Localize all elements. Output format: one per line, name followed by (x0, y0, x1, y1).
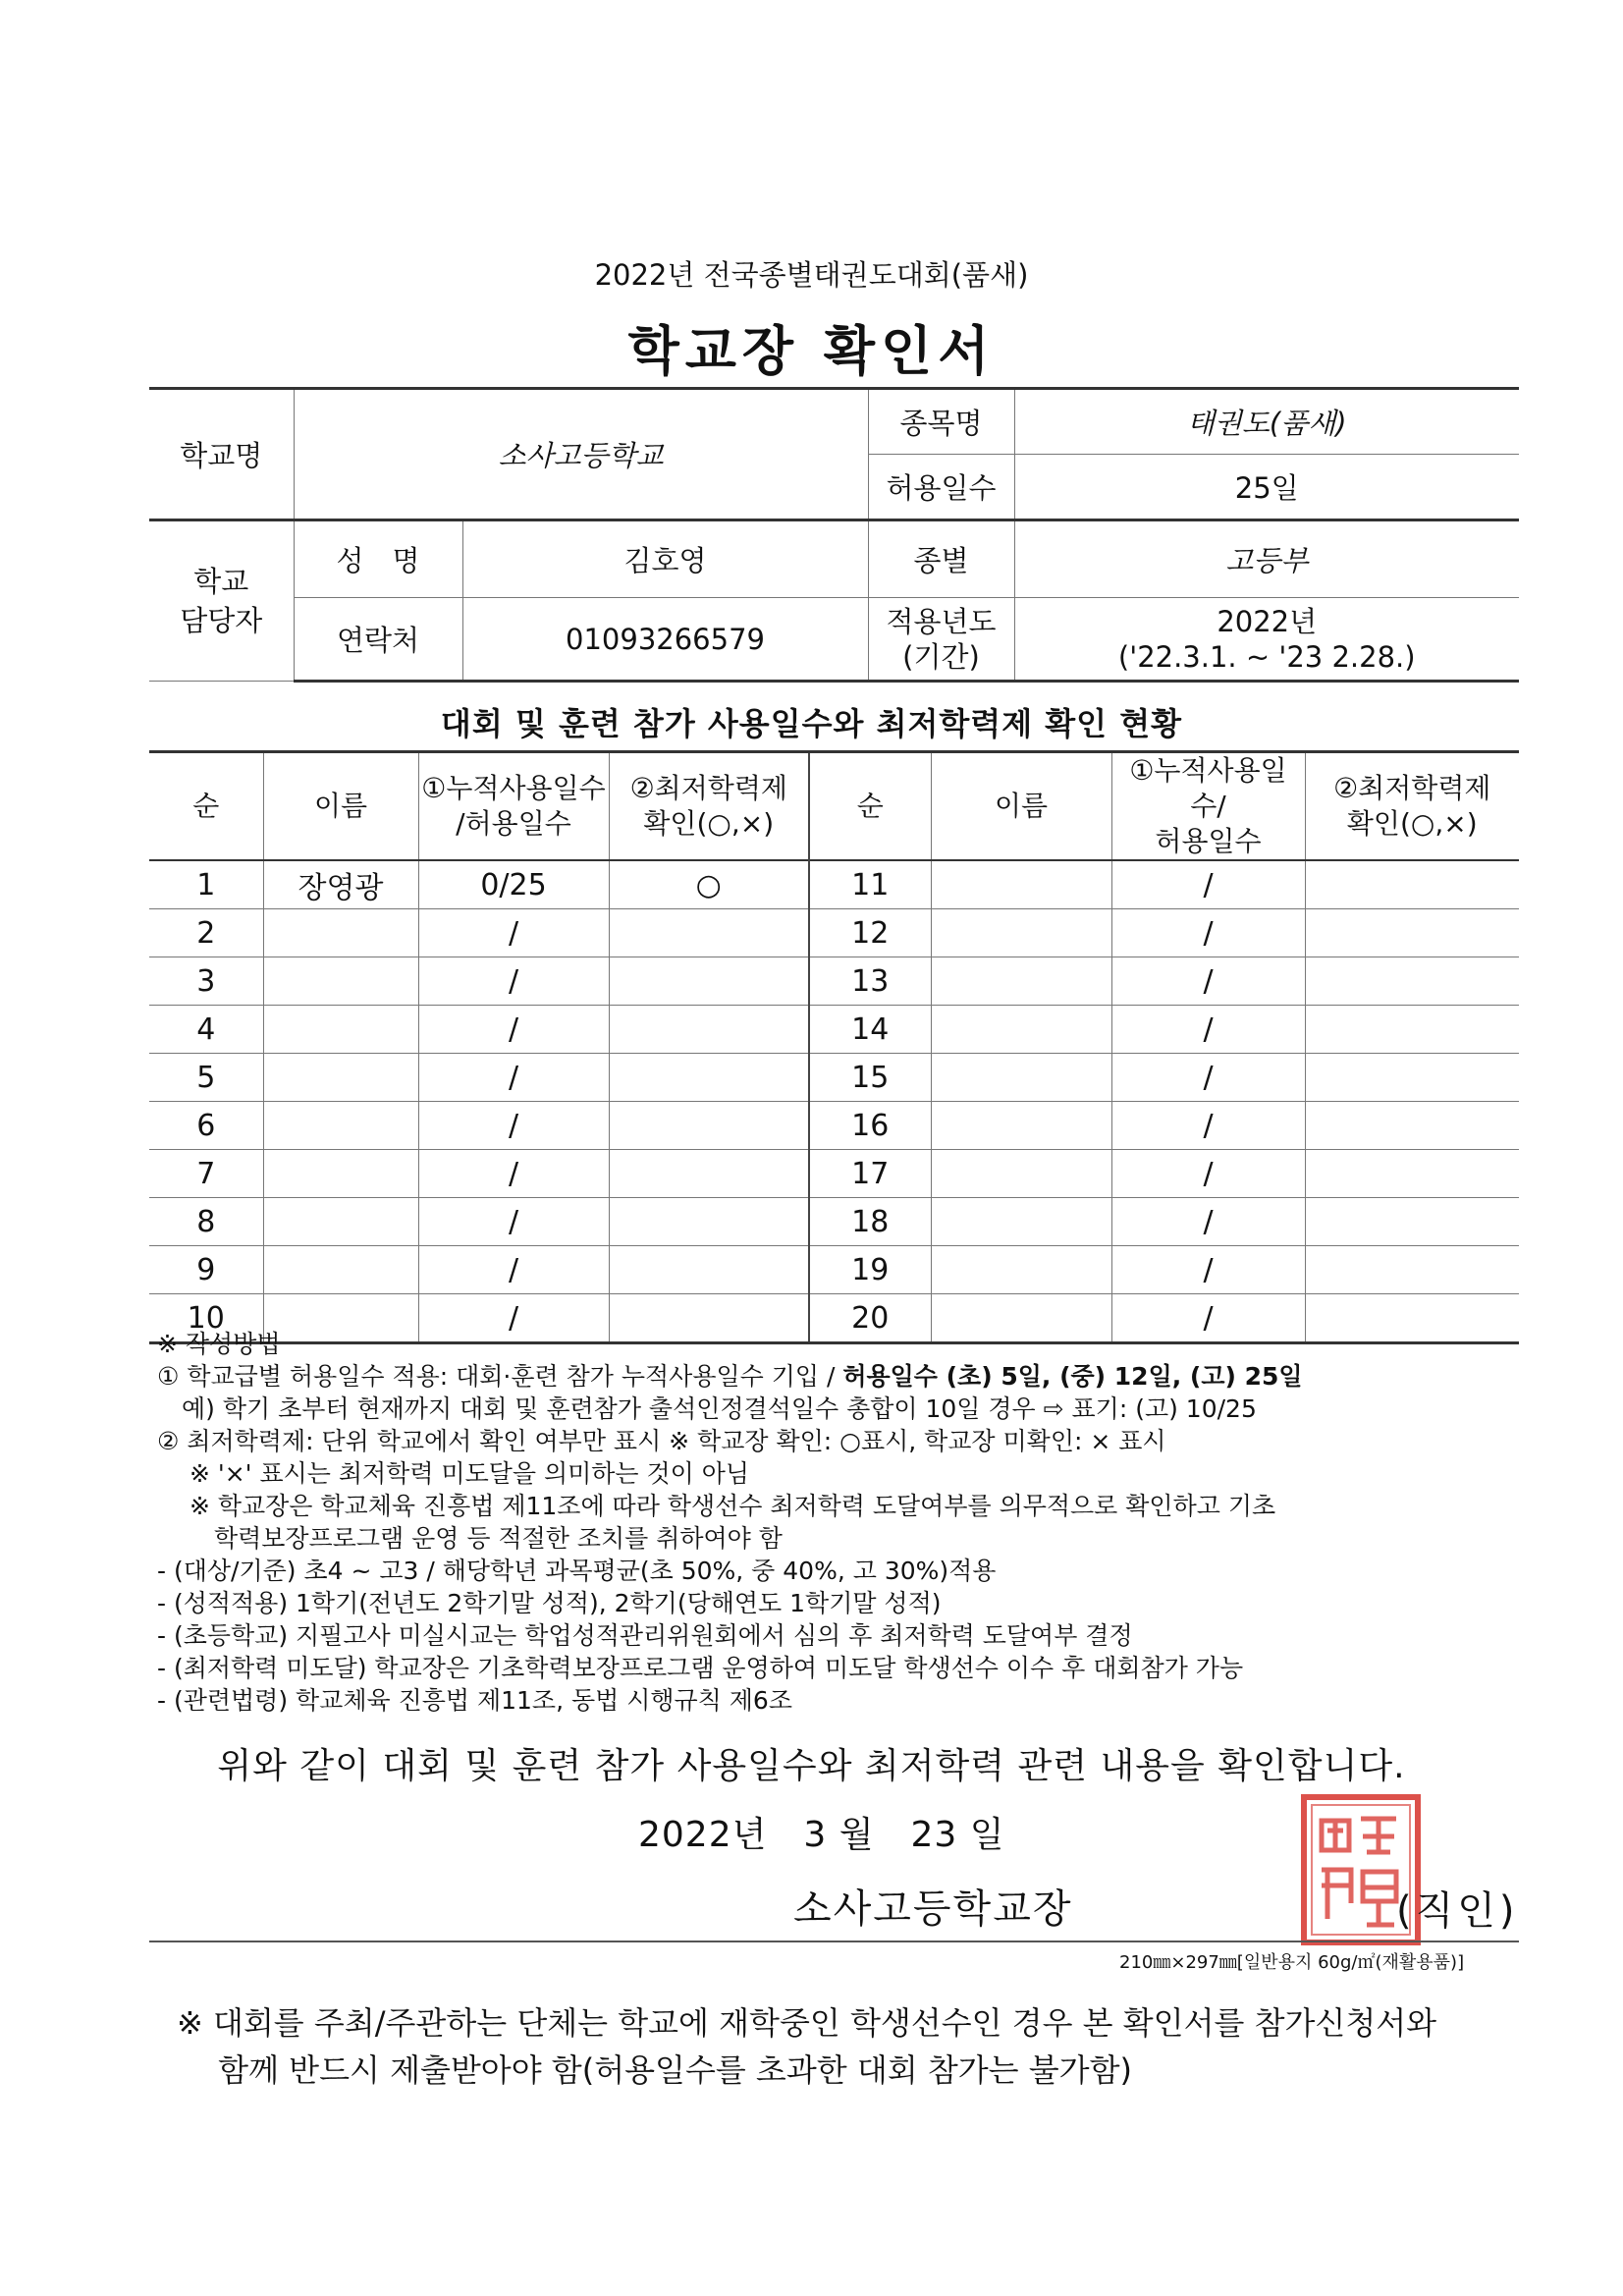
table-row (149, 860, 1519, 909)
row-name (263, 1198, 418, 1246)
header-name: 이름 (263, 752, 418, 861)
row-no-2: 12 (809, 909, 931, 957)
contact-label: 연락처 (294, 598, 462, 682)
row-no: 4 (149, 1006, 263, 1054)
name-label: 성 명 (294, 520, 462, 598)
paper-spec: 210㎜×297㎜[일반용지 60g/㎡(재활용품)] (1119, 1952, 1465, 1973)
header-check: ②최저학력제 확인(○,×) (609, 752, 809, 861)
header-days-2: ①누적사용일수/ 허용일수 (1111, 752, 1305, 861)
row-name (263, 1054, 418, 1102)
header-name-2: 이름 (931, 752, 1111, 861)
row-name-2 (931, 1054, 1111, 1102)
note-3: ※ '×' 표시는 최저학력 미도달을 의미하는 것이 아님 (157, 1459, 750, 1488)
row-days-2: / (1111, 1006, 1305, 1054)
row-check-2 (1305, 1054, 1519, 1102)
row-check (609, 1102, 809, 1150)
row-days-2: / (1111, 957, 1305, 1006)
divider (149, 1941, 1519, 1942)
year-label: 적용년도 (기간) (868, 598, 1014, 682)
row-no-2: 13 (809, 957, 931, 1006)
row-name-2 (931, 1102, 1111, 1150)
footer-line-2: 함께 반드시 제출받아야 함(허용일수를 초과한 대회 참가는 불가함) (177, 2051, 1132, 2089)
header-no: 순 (149, 752, 263, 861)
note-2: ② 최저학력제: 단위 학교에서 확인 여부만 표시 ※ 학교장 확인: ○표시, 학교장 미확인: × 표시 (157, 1427, 1166, 1455)
row-no: 3 (149, 957, 263, 1006)
row-check (609, 1054, 809, 1102)
seal-label: (직인) (1396, 1888, 1519, 1934)
note-5: 학력보장프로그램 운영 등 적절한 조치를 취하여야 함 (157, 1524, 783, 1553)
row-name: 장영광 (263, 860, 418, 909)
year-cell (1014, 598, 1519, 682)
row-days-2: / (1111, 1102, 1305, 1150)
row-no: 2 (149, 909, 263, 957)
row-days: / (418, 1006, 609, 1054)
document-subtitle: 2022년 전국종별태권도대회(품새) (594, 258, 1029, 292)
note-8: - (초등학교) 지필고사 미실시교는 학업성적관리위원회에서 심의 후 최저학력 도달여부 결정 (157, 1621, 1133, 1650)
table-row (149, 1102, 1519, 1150)
row-check-2 (1305, 860, 1519, 909)
manager-label: 학교 담당자 (149, 520, 294, 682)
row-name (263, 1102, 418, 1150)
row-name-2 (931, 957, 1111, 1006)
row-check (609, 1246, 809, 1294)
row-no-2: 19 (809, 1246, 931, 1294)
principal-name: 소사고등학교장 (793, 1886, 1073, 1932)
row-name (263, 957, 418, 1006)
note-4: ※ 학교장은 학교체육 진흥법 제11조에 따라 학생선수 최저학력 도달여부를 의무적으로 확인하고 기초 (157, 1492, 1276, 1520)
division-label: 종별 (868, 520, 1014, 598)
row-check-2 (1305, 1006, 1519, 1054)
row-days-2: / (1111, 909, 1305, 957)
section-title: 대회 및 훈련 참가 사용일수와 최저학력제 확인 현황 (440, 705, 1183, 742)
row-check-2 (1305, 909, 1519, 957)
table-row (149, 1006, 1519, 1054)
row-check (609, 1006, 809, 1054)
row-no-2: 20 (809, 1294, 931, 1343)
row-days: / (418, 1198, 609, 1246)
school-value: 소사고등학교 (294, 389, 868, 520)
row-check (609, 957, 809, 1006)
row-days: / (418, 1294, 609, 1343)
row-name-2 (931, 909, 1111, 957)
row-no: 5 (149, 1054, 263, 1102)
row-no-2: 15 (809, 1054, 931, 1102)
school-label: 학교명 (149, 389, 294, 520)
row-check-2 (1305, 957, 1519, 1006)
row-check (609, 1198, 809, 1246)
row-days: / (418, 909, 609, 957)
document-title: 학교장 확인서 (627, 320, 996, 382)
row-days: / (418, 1102, 609, 1150)
row-no-2: 16 (809, 1102, 931, 1150)
year-value: 2022년 (1217, 604, 1318, 638)
instructions (157, 1328, 1532, 1717)
table-header-row (149, 752, 1519, 861)
row-name-2 (931, 860, 1111, 909)
event-value: 태권도(품새) (1014, 389, 1519, 455)
document-date: 2022년 3 월 23 일 (638, 1815, 1005, 1855)
row-check-2 (1305, 1198, 1519, 1246)
note-9: - (최저학력 미도달) 학교장은 기초학력보장프로그램 운영하여 미도달 학생선수 이수 후 대회참가 가능 (157, 1654, 1244, 1682)
row-no: 6 (149, 1102, 263, 1150)
row-name (263, 1150, 418, 1198)
row-no-2: 11 (809, 860, 931, 909)
table-row (149, 1054, 1519, 1102)
period-value: ('22.3.1. ~ '23 2.28.) (1117, 639, 1416, 674)
row-days: / (418, 1054, 609, 1102)
row-days-2: / (1111, 1198, 1305, 1246)
table-row (149, 1246, 1519, 1294)
table-row (149, 909, 1519, 957)
row-days: / (418, 957, 609, 1006)
table-row (149, 1150, 1519, 1198)
row-days-2: / (1111, 1150, 1305, 1198)
row-name (263, 1006, 418, 1054)
row-days: / (418, 1150, 609, 1198)
row-days: / (418, 1246, 609, 1294)
note-1: ① 학교급별 허용일수 적용: 대회·훈련 참가 누적사용일수 기입 / 허용일수 (초) 5일, (중) 12일, (고) 25일 (157, 1362, 1303, 1391)
row-check-2 (1305, 1150, 1519, 1198)
row-days-2: / (1111, 1294, 1305, 1343)
row-check-2 (1305, 1246, 1519, 1294)
row-no: 9 (149, 1246, 263, 1294)
row-days-2: / (1111, 1054, 1305, 1102)
row-no: 7 (149, 1150, 263, 1198)
header-days: ①누적사용일수 /허용일수 (418, 752, 609, 861)
row-check-2 (1305, 1102, 1519, 1150)
header-check-2: ②최저학력제 확인(○,×) (1305, 752, 1519, 861)
row-days-2: / (1111, 1246, 1305, 1294)
row-name (263, 1246, 418, 1294)
table-row (149, 1198, 1519, 1246)
row-name-2 (931, 1246, 1111, 1294)
notes-heading: ※ 작성방법 (157, 1330, 281, 1358)
note-1-example: 예) 학기 초부터 현재까지 대회 및 훈련참가 출석인정결석일수 총합이 10일 경우 ⇨ 표기: (고) 10/25 (157, 1394, 1257, 1423)
division-value: 고등부 (1014, 520, 1519, 598)
header-no-2: 순 (809, 752, 931, 861)
allowed-days-label: 허용일수 (868, 455, 1014, 520)
row-name-2 (931, 1006, 1111, 1054)
row-no-2: 14 (809, 1006, 931, 1054)
name-value: 김호영 (462, 520, 868, 598)
row-days: 0/25 (418, 860, 609, 909)
note-10: - (관련법령) 학교체육 진흥법 제11조, 동법 시행규칙 제6조 (157, 1686, 792, 1715)
row-name-2 (931, 1198, 1111, 1246)
contact-value: 01093266579 (462, 598, 868, 682)
row-no: 8 (149, 1198, 263, 1246)
event-label: 종목명 (868, 389, 1014, 455)
note-6: - (대상/기준) 초4 ~ 고3 / 해당학년 과목평균(초 50%, 중 40%, 고 30%)적용 (157, 1557, 997, 1585)
table-row (149, 957, 1519, 1006)
confirmation-statement: 위와 같이 대회 및 훈련 참가 사용일수와 최저학력 관련 내용을 확인합니다. (217, 1746, 1406, 1786)
row-no: 10 (149, 1294, 263, 1343)
footer-notice (177, 1999, 1551, 2094)
row-days-2: / (1111, 860, 1305, 909)
footer-line-1: ※ 대회를 주최/주관하는 단체는 학교에 재학중인 학생선수인 경우 본 확인서를 참가신청서와 (177, 2004, 1437, 2042)
row-check (609, 1150, 809, 1198)
note-7: - (성적적용) 1학기(전년도 2학기말 성적), 2학기(당해연도 1학기말 성적) (157, 1589, 942, 1617)
row-no-2: 17 (809, 1150, 931, 1198)
allowed-days-value: 25일 (1014, 455, 1519, 520)
row-no: 1 (149, 860, 263, 909)
row-no-2: 18 (809, 1198, 931, 1246)
row-check: ○ (609, 860, 809, 909)
row-check (609, 909, 809, 957)
participant-table (149, 750, 1519, 1344)
row-name-2 (931, 1150, 1111, 1198)
row-name (263, 909, 418, 957)
school-info-table (149, 387, 1519, 683)
